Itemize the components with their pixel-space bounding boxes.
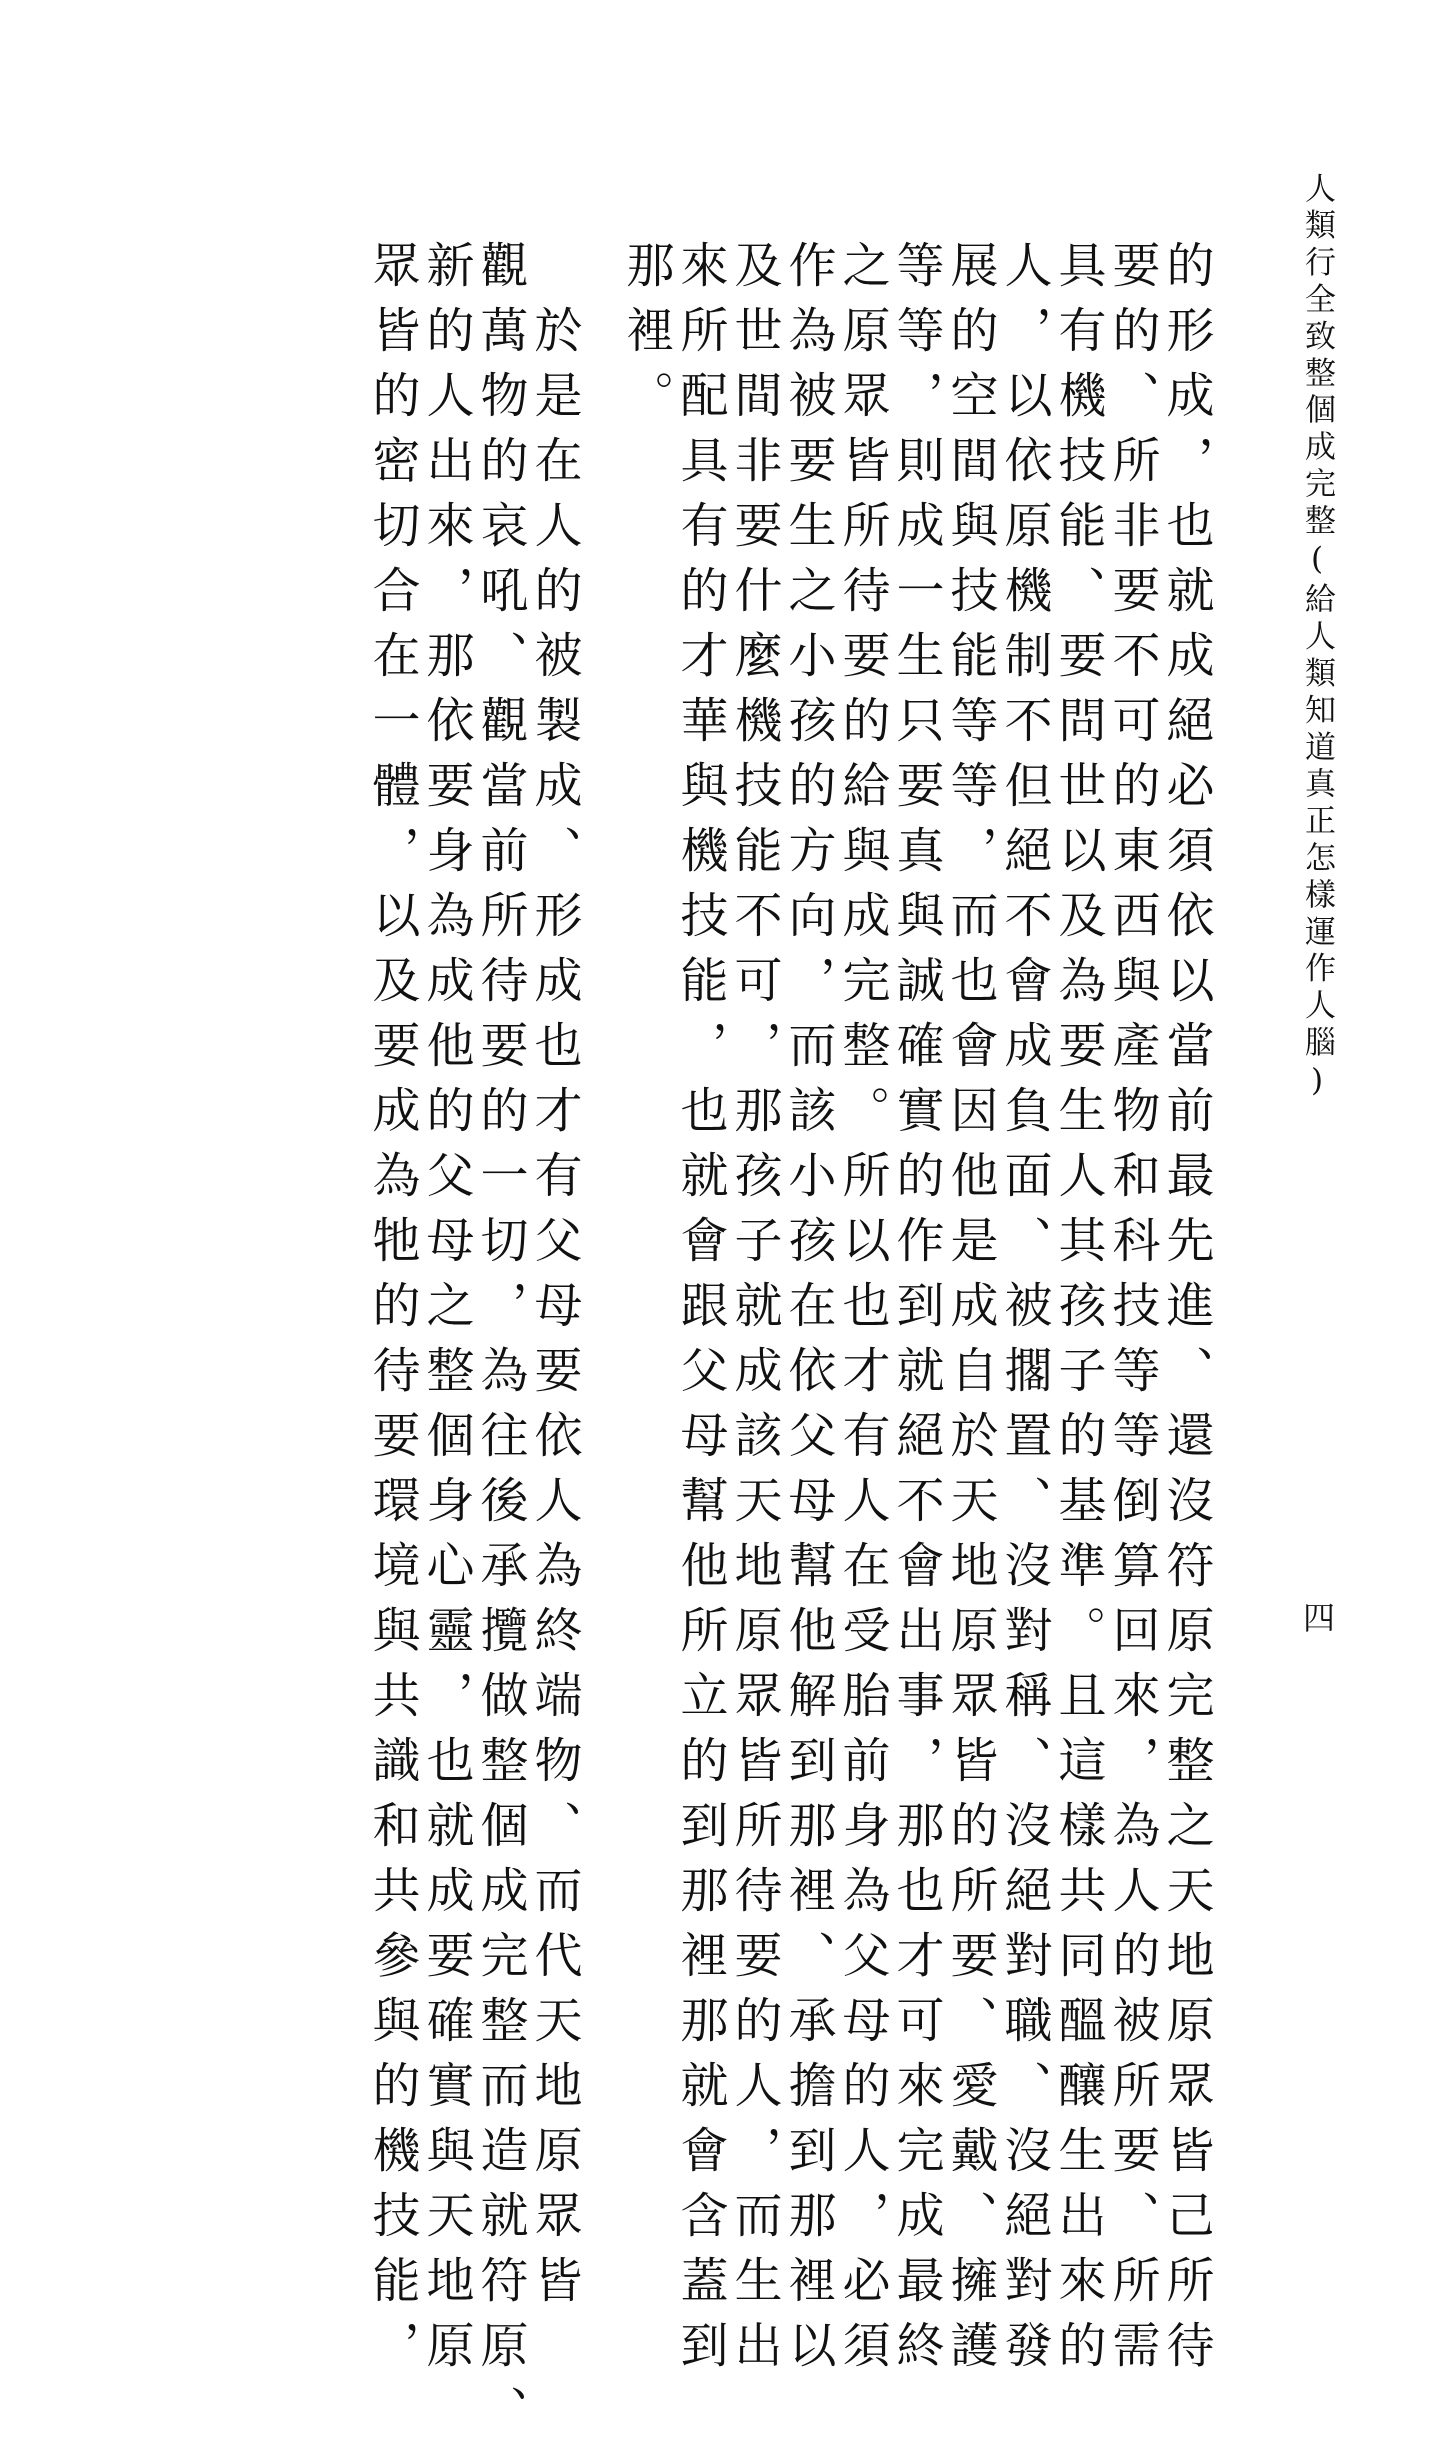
body-column-5: 展的空間與技能等等，而也會因他是成自於天地原眾皆的所要、愛戴、擁護 xyxy=(942,240,998,2385)
body-column-15: 眾皆的密切合在一體，以及要成為牠的待要環境與共識和共參與的機技能， xyxy=(364,240,420,2385)
body-column-7: 之原眾皆所待要的給與成完整。所以也才有人在受胎前身為父母的人，必須 xyxy=(834,240,890,2385)
body-column-11: 那裡。 xyxy=(618,240,674,435)
body-column-1: 的形成，也就成絕必須依以當前最先進、還沒符原完整之天地原眾皆己所待 xyxy=(1158,240,1214,2385)
body-column-14: 新的人出來，那依要身為成他的父母之整個身心靈，也就成要確實與天地原 xyxy=(418,240,474,2385)
body-column-9: 及世間非要什麼機技能不可，那孩子就成該天地原眾皆所待要的人，而生出 xyxy=(726,240,782,2385)
body-column-13: 觀萬物的哀吼、觀當前所待要的一切，為往後承攬做整個成完整而造就符原、 xyxy=(472,240,528,2450)
body-column-10: 來所配具有的才華與機技能，也就會跟父母幫他所立的到那裡那就會含蓋到 xyxy=(672,240,728,2385)
body-column-12: 於是在人的被製成、形成也才有父母要依人為終端物、而代天地原眾皆 xyxy=(526,240,582,2320)
page-number: 四 xyxy=(1298,1601,1336,1633)
body-column-3: 具有機技能、要問世以及為要生人其孩子的基準。且這樣共同醞釀生出來的 xyxy=(1050,240,1106,2385)
running-header-title: 人類行全致整個成完整(給人類知道真正怎樣運作人腦) xyxy=(1299,172,1335,1105)
body-column-4: 人，以依原機制不但絕不會成負面、被擱置、沒對稱、沒絕對職、沒絕對發 xyxy=(996,240,1052,2385)
body-column-8: 作為被要生之小孩的方向，而該小孩在依父母幫他解到那裡、承擔到那裡以 xyxy=(780,240,836,2385)
body-column-2: 要的、所非要不可的東西與產物和科技等等倒算回來，為人的被所要、所需 xyxy=(1104,240,1160,2385)
body-column-6: 等等，則成一生只要真與誠確實的作到就絕不會出事，那也才可來完成最終 xyxy=(888,240,944,2385)
